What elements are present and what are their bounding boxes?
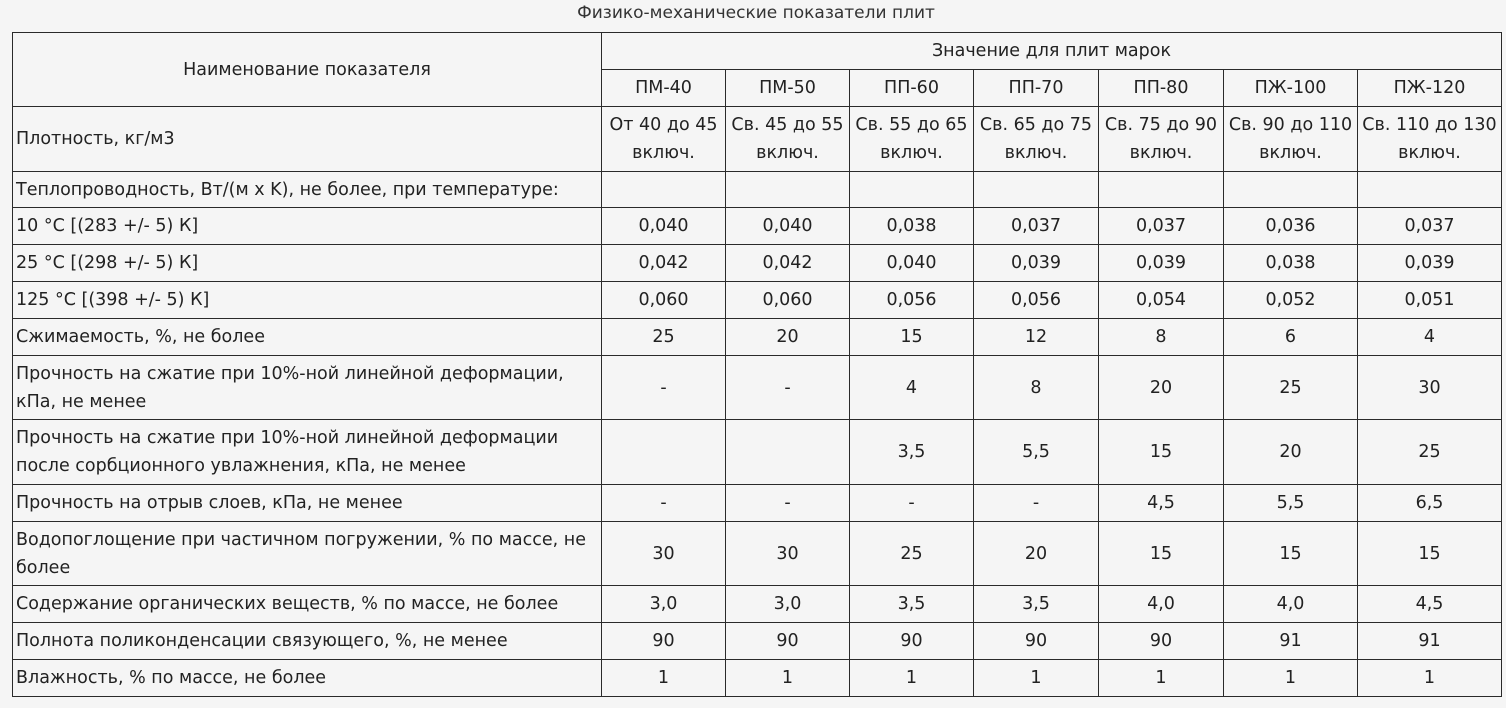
row-name-line: Прочность на сжатие при 10%-ной линейной деформации [16,428,559,448]
value-cell: 90 [850,623,974,660]
value-cell: 15 [1224,522,1358,586]
row-name-line: после сорбционного увлажнения, кПа, не менее [16,456,466,476]
value-cell: 0,039 [1358,245,1502,282]
value-cell: 0,051 [1358,282,1502,319]
value-cell: 3,5 [974,586,1099,623]
value-cell: 91 [1224,623,1358,660]
value-cell: 0,042 [602,245,726,282]
value-cell: 8 [974,356,1099,420]
value-cell: 0,056 [850,282,974,319]
value-line: включ. [880,143,943,163]
value-cell: 0,037 [1099,208,1224,245]
row-name [13,623,602,660]
grade-header: ПЖ-120 [1358,70,1502,107]
value-cell: 15 [1358,522,1502,586]
value-cell: 90 [1099,623,1224,660]
value-cell: - [974,485,1099,522]
value-line: От 40 до 45 [609,115,718,135]
value-cell: 0,039 [974,245,1099,282]
row-name: 125 °С [(398 +/- 5) К] [13,282,602,319]
row-name-line: Полнота поликонденсации связующего, %, не менее [16,631,508,651]
value-cell: 25 [1224,356,1358,420]
value-line: Св. 90 до 110 [1228,115,1353,135]
value-cell: 1 [1099,660,1224,697]
row-name [13,485,602,522]
value-cell: 4 [1358,319,1502,356]
value-line: включ. [756,143,819,163]
value-cell: 0,040 [602,208,726,245]
row-name-line: Прочность на отрыв слоев, кПа, не менее [16,493,403,513]
value-cell: 90 [974,623,1099,660]
row-name: Теплопроводность, Вт/(м x K), не более, при температуре: [13,172,602,208]
table-row [13,586,1502,623]
grade-header: ПЖ-100 [1224,70,1358,107]
value-cell: 4 [850,356,974,420]
value-cell: 25 [1358,420,1502,485]
value-cell: 1 [850,660,974,697]
grade-header: ПП-70 [974,70,1099,107]
value-cell: 0,060 [602,282,726,319]
value-cell: 15 [850,319,974,356]
row-name-line: более [16,557,71,578]
table-row [13,623,1502,660]
value-cell [726,107,850,172]
value-cell: 6,5 [1358,485,1502,522]
value-cell: 0,038 [1224,245,1358,282]
value-cell: 30 [602,522,726,586]
value-line: включ. [1004,143,1068,163]
row-name [13,420,602,485]
value-cell: 0,056 [974,282,1099,319]
row-name [13,660,602,697]
value-cell: 15 [1099,420,1224,485]
value-cell [1099,172,1224,208]
value-cell [974,172,1099,208]
table-caption: Физико-механические показатели плит [577,3,935,23]
value-cell [1358,107,1502,172]
value-cell: 20 [1099,356,1224,420]
value-cell: 3,0 [726,586,850,623]
value-cell [602,420,726,485]
value-line: включ. [1259,143,1322,163]
grade-header: ПМ-40 [602,70,726,107]
value-cell: 6 [1224,319,1358,356]
value-cell: 8 [1099,319,1224,356]
row-name [13,586,602,623]
value-line: включ. [1129,143,1193,163]
table-row [13,420,1502,485]
value-cell: 20 [974,522,1099,586]
value-cell: 0,037 [974,208,1099,245]
value-cell: 0,052 [1224,282,1358,319]
value-line: Св. 110 до 130 [1362,115,1497,135]
table-row [13,107,1502,172]
row-name-line: Влажность, % по массе, не более [16,668,327,688]
value-cell: 12 [974,319,1099,356]
value-cell [726,420,850,485]
table-row [13,522,1502,586]
value-cell [602,107,726,172]
row-name-line: кПа, не менее [16,391,147,412]
value-cell: 4,5 [1099,485,1224,522]
value-line: включ. [632,143,695,163]
value-cell: 0,039 [1099,245,1224,282]
value-cell: 1 [726,660,850,697]
value-cell: 1 [1224,660,1358,697]
value-cell: 0,054 [1099,282,1224,319]
row-name-line: Водопоглощение при частичном погружении, % по массе, не [16,529,586,550]
row-name [13,356,602,420]
value-line: Св. 75 до 90 [1104,115,1218,135]
value-cell: 0,038 [850,208,974,245]
row-name: 25 °С [(298 +/- 5) К] [13,245,602,282]
value-cell [1358,172,1502,208]
value-cell [974,107,1099,172]
value-cell: 0,060 [726,282,850,319]
value-cell: 90 [602,623,726,660]
value-cell: 0,036 [1224,208,1358,245]
value-cell: - [602,356,726,420]
value-cell: 3,5 [850,420,974,485]
grade-header: ПП-80 [1099,70,1224,107]
grades-group-header: Значение для плит марок [602,33,1502,70]
value-line: включ. [1398,143,1461,163]
grade-header: ПМ-50 [726,70,850,107]
row-name: Плотность, кг/м3 [13,107,602,172]
table-row [13,356,1502,420]
value-cell: 1 [1358,660,1502,697]
value-cell: 0,037 [1358,208,1502,245]
value-cell: - [850,485,974,522]
value-cell: 20 [726,319,850,356]
value-cell: 30 [1358,356,1502,420]
indicator-header: Наименование показателя [13,33,602,107]
properties-table [12,32,1502,697]
value-cell: 30 [726,522,850,586]
value-cell: 90 [726,623,850,660]
row-name [13,319,602,356]
value-cell: 25 [850,522,974,586]
value-cell: - [726,356,850,420]
value-cell: 4,0 [1224,586,1358,623]
value-cell: 0,040 [850,245,974,282]
value-cell: 3,0 [602,586,726,623]
value-cell: 4,0 [1099,586,1224,623]
value-cell: 4,5 [1358,586,1502,623]
value-cell: 1 [602,660,726,697]
value-cell [1099,107,1224,172]
value-cell: - [602,485,726,522]
value-cell [850,172,974,208]
value-cell: - [726,485,850,522]
row-name [13,522,602,586]
value-cell: 0,042 [726,245,850,282]
value-cell [726,172,850,208]
value-line: Св. 65 до 75 [979,115,1093,135]
table-row [13,282,1502,319]
value-cell [850,107,974,172]
table-row [13,172,1502,208]
header-row [13,33,1502,70]
value-cell: 20 [1224,420,1358,485]
value-cell: 0,040 [726,208,850,245]
value-cell: 3,5 [850,586,974,623]
table-row [13,660,1502,697]
value-cell [602,172,726,208]
grade-header: ПП-60 [850,70,974,107]
value-cell: 1 [974,660,1099,697]
value-line: Св. 55 до 65 [855,115,968,135]
value-cell [1224,107,1358,172]
value-cell: 25 [602,319,726,356]
table-row [13,319,1502,356]
table-row [13,208,1502,245]
value-cell: 15 [1099,522,1224,586]
value-cell: 5,5 [974,420,1099,485]
row-name-line: Сжимаемость, %, не более [16,327,265,347]
value-line: Св. 45 до 55 [731,115,844,135]
table-row [13,485,1502,522]
value-cell: 5,5 [1224,485,1358,522]
value-cell [1224,172,1358,208]
row-name-line: Содержание органических веществ, % по массе, не более [16,594,559,614]
row-name-line: Прочность на сжатие при 10%-ной линейной деформации, [16,363,564,384]
row-name: 10 °С [(283 +/- 5) К] [13,208,602,245]
value-cell: 91 [1358,623,1502,660]
table-row [13,245,1502,282]
